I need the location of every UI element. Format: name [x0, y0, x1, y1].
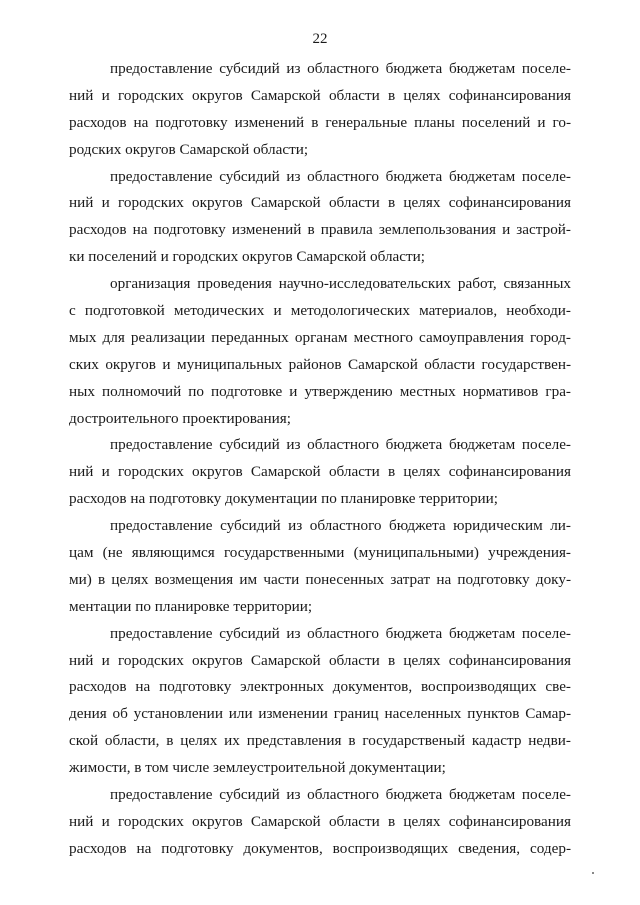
paragraph	[69, 621, 571, 782]
paragraph-line: расходов на подготовку изменений в генеральные планы поселений и го-	[69, 113, 571, 131]
paragraph-line: мых для реализации переданных органам местного самоуправления город-	[69, 328, 571, 346]
paragraph-line: предоставление субсидий из областного бюджета бюджетам поселе-	[110, 60, 571, 77]
paragraph-line: ской области, в целях их представления в государственый кадастр недви-	[69, 732, 571, 750]
page-number: 22	[312, 31, 328, 47]
paragraph-line: жимости, в том числе землеустроительной документации;	[69, 759, 446, 777]
paragraph-line: ментации по планировке территории;	[69, 597, 313, 615]
paragraph-line: ний и городских округов Самарской области в целях софинансирования	[69, 651, 571, 669]
paragraph	[69, 432, 571, 513]
paragraph-line: предоставление субсидий из областного бюджета бюджетам поселе-	[110, 167, 571, 185]
paragraph-line: ний и городских округов Самарской области в целях софинансирования	[69, 463, 571, 481]
paragraph-line: ний и городских округов Самарской области в целях софинансирования	[69, 86, 571, 104]
paragraph-line: родских округов Самарской области;	[69, 140, 309, 158]
paragraph	[69, 56, 571, 164]
paragraph	[69, 164, 571, 272]
paragraph-line: с подготовкой методических и методологических материалов, необходи-	[69, 302, 571, 320]
scan-speck	[592, 872, 594, 874]
paragraph-line: ских округов и муниципальных районов Самарской области государствен-	[69, 355, 571, 373]
paragraph-line: расходов на подготовку изменений в правила землепользования и застрой-	[69, 221, 571, 239]
paragraph-line: ми) в целях возмещения им части понесенных затрат на подготовку доку-	[69, 570, 571, 588]
paragraph-line: ных полномочий по подготовке и утверждению местных нормативов гра-	[69, 382, 571, 400]
paragraph-line: цам (не являющимся государственными (муниципальными) учреждения-	[69, 544, 571, 562]
paragraph-line: ний и городских округов Самарской области в целях софинансирования	[69, 812, 571, 830]
paragraph-line: предоставление субсидий из областного бюджета бюджетам поселе-	[110, 624, 571, 642]
paragraph-line: предоставление субсидий из областного бюджета юридическим ли-	[110, 517, 571, 535]
paragraph	[69, 782, 571, 863]
paragraph	[69, 513, 571, 621]
paragraph-line: организация проведения научно-исследовательских работ, связанных	[110, 275, 571, 293]
paragraph-line: расходов на подготовку документации по планировке территории;	[69, 490, 499, 508]
paragraph-line: достроительного проектирования;	[69, 409, 291, 427]
paragraph	[69, 271, 571, 432]
paragraph-line: ний и городских округов Самарской области в целях софинансирования	[69, 194, 571, 212]
paragraph-line: ки поселений и городских округов Самарской области;	[69, 248, 425, 266]
paragraph-line: расходов на подготовку документов, воспроизводящих сведения, содер-	[69, 839, 571, 857]
paragraph-line: расходов на подготовку электронных документов, воспроизводящих све-	[69, 678, 571, 696]
paragraph-line: предоставление субсидий из областного бюджета бюджетам поселе-	[110, 436, 571, 454]
paragraph-line: предоставление субсидий из областного бюджета бюджетам поселе-	[110, 786, 571, 804]
document-body	[69, 56, 571, 863]
paragraph-line: дения об установлении или изменении границ населенных пунктов Самар-	[69, 705, 571, 723]
